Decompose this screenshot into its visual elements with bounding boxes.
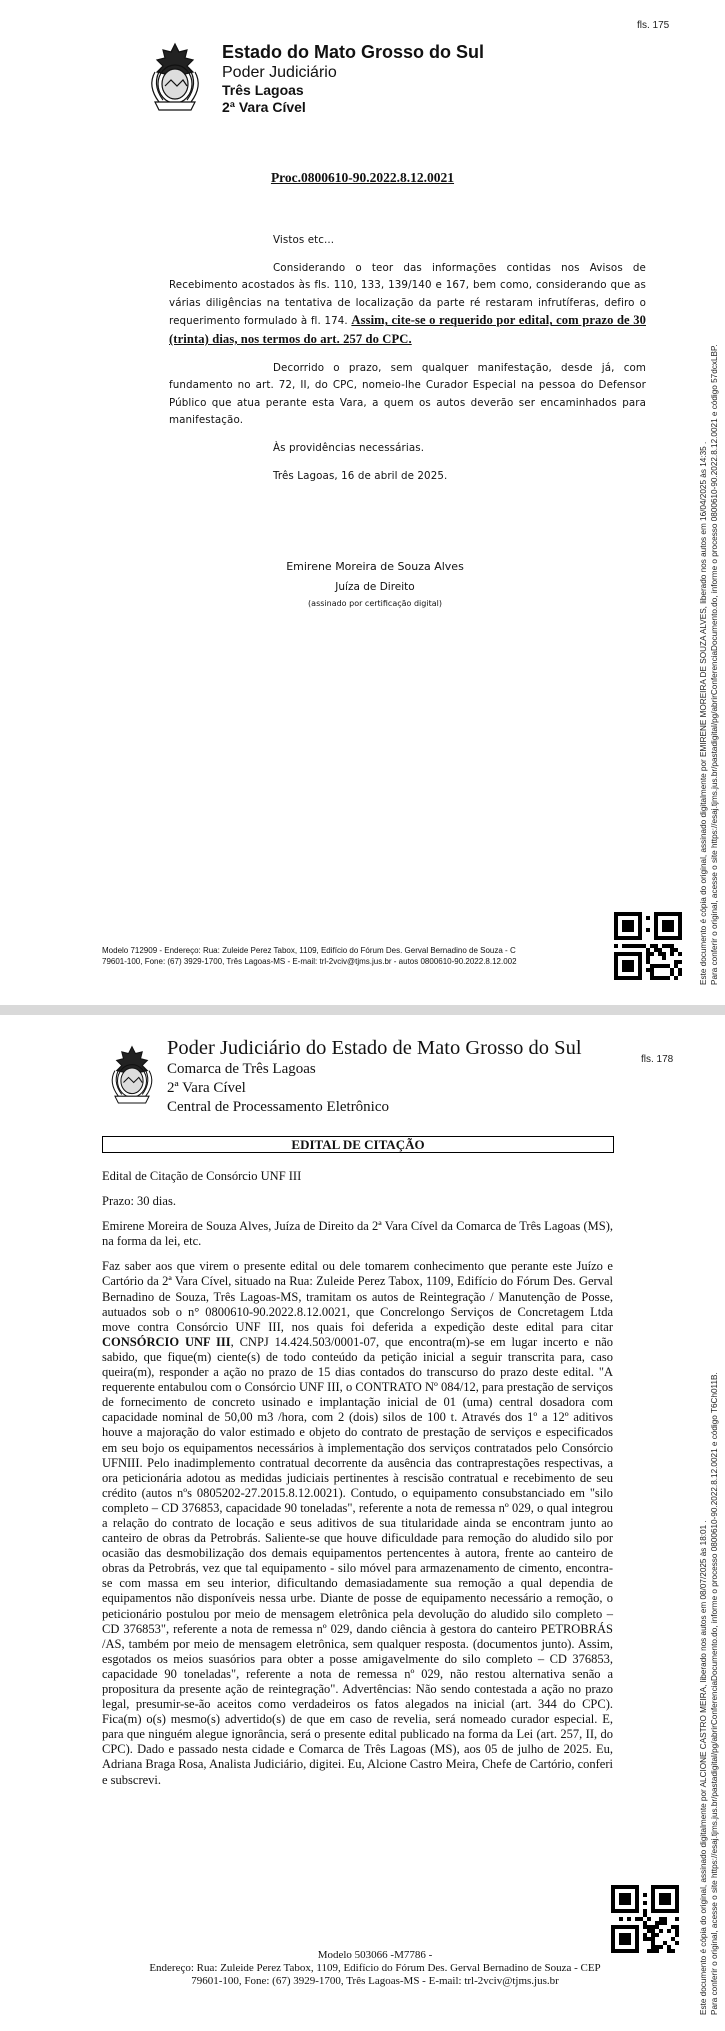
paragraph: Prazo: 30 dias. bbox=[102, 1194, 176, 1209]
paragraph bbox=[169, 260, 646, 350]
paragraph bbox=[102, 1259, 613, 1787]
paragraph: Edital de Citação de Consórcio UNF III bbox=[102, 1169, 302, 1183]
paragraph-text: Considerando o teor das informações contidas nos Avisos de Recebimento acostados às fls. 110, 133, 139/140 e 167, bem como, considerando que as várias diligências na tentativa de localização da parte ré restaram infrutíferas, defiro o requerimento formulado à fl. 174. bbox=[169, 261, 646, 328]
paragraph-text: , CNPJ 14.424.503/0001-07, que encontra(m)-se em lugar incerto e não sabido, que fique(m) ciente(s) de todo conteúdo da petição inicial a seguir transcrita para, caso queira(m), responder a ação no prazo de 15 dias contados do transcurso do prazo deste edital. "A requerente entabulou com o Consórcio UNF III, o CONTRATO Nº 084/12, para prestação de serviços de fornecimento de concreto usinado e implantação inicial de 01 (uma) central dosadora com capacidade nominal de 50,00 m3 /hora, com 2 (dois) silos de 100 t. Através dos 1º a 12º aditivos houve a majoração do valor estimado e objeto do contrato de prestação de serviços e especificados em seu bojo os equipamentos necessários à implementação dos serviços contratados pelo Consórcio UFNIII. Pelo inadimplemento contratual decorrente da ausência das contraprestações respectivas, a ora peticionária adotou as medidas judiciais pertinentes à rescisão contratual e recebimento de seu crédito (autos nºs 0805202-27.2015.8.12.0021). Contudo, o equipamento consubstanciado em "silo completo – CD 376853, capacidade 90 toneladas", referente a nota de remessa nº 029, o qual integrou a relação do contrato de locação e seus aditivos de sua titularidade ainda se encontram junto ao canteiro de obras da Petrobrás. Saliente-se que houve dificuldade para remoção do aludido silo por ocasião das desmobilização dos demais equipamentos pertencentes à autora, frente ao canteiro de obras da Petrobrás, vez que tal equipamento - silo móvel para armazenamento de cimento, encontra-se com massa em seu interior, dificultando demasiadamente sua remoção a qual dependia de equipamentos não disponíveis nessa urbe. Diante de posse de equipamento necessário a remoção, o peticionário postulou por meio de mensagem eletrônica pela devolução do aludido silo completo – CD 376853", referente a nota de remessa nº 029, dando ciência à gestora do canteiro PETROBRÁS /AS, também por meio de mensagem eletrônica, sem qualquer resposta. (documentos junto). Assim, esgotados os meios suasórios para obter a posse amigavelmente do silo completo – CD 376853, capacidade 90 toneladas", referente a nota de remessa nº 029, não restou alternativa senão a propositura da presente ação de reintegração". Advertências: Não sendo contestada a ação no prazo legal, presumir-se-ão aceitos como verdadeiros os fatos alegados na inicial (art. 344 do CPC). Fica(m) o(s) mesmo(s) advertido(s) de que em caso de revelia, será nomeado curador especial. E, para que ninguém alegue ignorância, será o presente edital publicado na forma da Lei (art. 257, II, do CPC). Dado e passado nesta cidade e Comarca de Três Lagoas (MS), aos 05 de julho de 2025. Eu, Adriana Braga Rosa, Analista Judiciário, digitei. Eu, Alcione Castro Meira, Chefe de Cartório, conferi e subscrevi. bbox=[102, 1334, 613, 1787]
vistos-line: Vistos etc... bbox=[273, 234, 335, 246]
stamp-line: Para conferir o original, acesse o site https://esaj.tjms.jus.br/pastadigital/pg/abrirConferenciaDocumento.do, informe o processo 0800610-90.2022.8.12.0021 e código 57dcxLBP. bbox=[710, 344, 719, 985]
header-court: 2ª Vara Cível bbox=[222, 99, 306, 115]
paragraph-text: Faz saber aos que virem o presente edital ou dele tomarem conhecimento que perante este Juízo e Cartório da 2ª Vara Cível, situado na Rua: Zuleide Perez Tabox, 1109, Edifício do Fórum Des. Gerval Bernadino de Souza, Três Lagoas-MS, tramitam os autos de Reintegração / Manutenção de Posse, autuados sob o n° 0800610-90.2022.8.12.0021, que Concrelongo Serviços de Concretagem Ltda move contra Consórcio UNF III, nos quais foi deferida a expedição deste edital para citar bbox=[102, 1259, 613, 1334]
emphasis-text: Assim, cite-se o requerido por edital, com prazo de 30 (trinta) dias, nos termos do art. 257 do CPC. bbox=[169, 313, 646, 346]
coat-of-arms-logo bbox=[103, 1041, 161, 1107]
footer-line: Modelo 712909 - Endereço: Rua: Zuleide Perez Tabox, 1109, Edifício do Fórum Des. Gerval Bernadino de Souza - C bbox=[102, 946, 516, 955]
court-header bbox=[167, 1037, 582, 1117]
document-page-1 bbox=[0, 0, 725, 1005]
paragraph: Às providências necessárias. bbox=[273, 441, 425, 454]
date-line: Três Lagoas, 16 de abril de 2025. bbox=[273, 469, 448, 482]
bold-text: CONSÓRCIO UNF III bbox=[102, 1334, 231, 1349]
stamp-line: Este documento é cópia do original, assinado digitalmente por EMIRENE MOREIRA DE SOUZA ALVES, liberado nos autos em 16/04/2025 às 14:35 . bbox=[699, 441, 708, 985]
edital-body bbox=[102, 1169, 613, 1798]
signature-block bbox=[0, 557, 725, 611]
coat-of-arms-logo bbox=[141, 38, 209, 114]
paragraph: Emirene Moreira de Souza Alves, Juíza de Direito da 2ª Vara Cível da Comarca de Três Lagoas (MS), na forma da lei, etc. bbox=[102, 1219, 613, 1249]
header-branch: Poder Judiciário bbox=[222, 64, 337, 81]
court-header bbox=[222, 42, 484, 116]
footer-line: 79601-100, Fone: (67) 3929-1700, Três Lagoas-MS - E-mail: trl-2vciv@tjms.jus.br - autos 0800610-90.2022.8.12.002 bbox=[102, 957, 517, 966]
header-branch: Poder Judiciário do Estado de Mato Grosso do Sul bbox=[167, 1037, 582, 1059]
paragraph: Decorrido o prazo, sem qualquer manifestação, desde já, com fundamento no art. 72, II, do CPC, nomeio-lhe Curador Especial na pessoa do Defensor Público que atua perante esta Vara, a quem os autos deverão ser encaminhados para manifestação. bbox=[169, 361, 646, 427]
header-court: 2ª Vara Cível bbox=[167, 1080, 246, 1096]
header-center: Central de Processamento Eletrônico bbox=[167, 1099, 390, 1115]
signature-note: (assinado por certificação digital) bbox=[308, 599, 442, 608]
page-footer bbox=[102, 945, 602, 967]
edital-title: EDITAL DE CITAÇÃO bbox=[102, 1136, 614, 1153]
qr-code bbox=[614, 912, 682, 980]
document-page-2 bbox=[0, 1015, 725, 2031]
signer-role: Juíza de Direito bbox=[335, 581, 415, 593]
decision-body bbox=[169, 232, 646, 485]
signer-name: Emirene Moreira de Souza Alves bbox=[286, 560, 464, 573]
header-state: Estado do Mato Grosso do Sul bbox=[222, 42, 485, 62]
signature-stamp bbox=[698, 1372, 720, 2015]
page-number: fls. 178 bbox=[641, 1054, 674, 1065]
stamp-line: Para conferir o original, acesse o site https://esaj.tjms.jus.br/pastadigital/pg/abrirConferenciaDocumento.do, informe o processo 0800610-90.2022.8.12.0021 e código T6Ch011B. bbox=[710, 1372, 719, 2015]
footer-line: Endereço: Rua: Zuleide Perez Tabox, 1109, Edifício do Fórum Des. Gerval Bernadino de Souza - CEP bbox=[149, 1962, 601, 1974]
header-district: Comarca de Três Lagoas bbox=[167, 1061, 316, 1077]
footer-line: Modelo 503066 -M7786 - bbox=[317, 1949, 433, 1961]
page-number: fls. 175 bbox=[637, 20, 670, 31]
signature-stamp bbox=[698, 344, 720, 985]
header-city: Três Lagoas bbox=[222, 82, 304, 98]
qr-code bbox=[611, 1885, 679, 1953]
stamp-line: Este documento é cópia do original, assinado digitalmente por ALCIONE CASTRO MEIRA, liberado nos autos em 08/07/2025 às 18:01 . bbox=[699, 1520, 708, 2015]
page-footer bbox=[0, 1949, 725, 1988]
process-number: Proc.0800610-90.2022.8.12.0021 bbox=[270, 170, 455, 185]
footer-line: 79601-100, Fone: (67) 3929-1700, Três Lagoas-MS - E-mail: trl-2vciv@tjms.jus.br bbox=[191, 1975, 559, 1987]
